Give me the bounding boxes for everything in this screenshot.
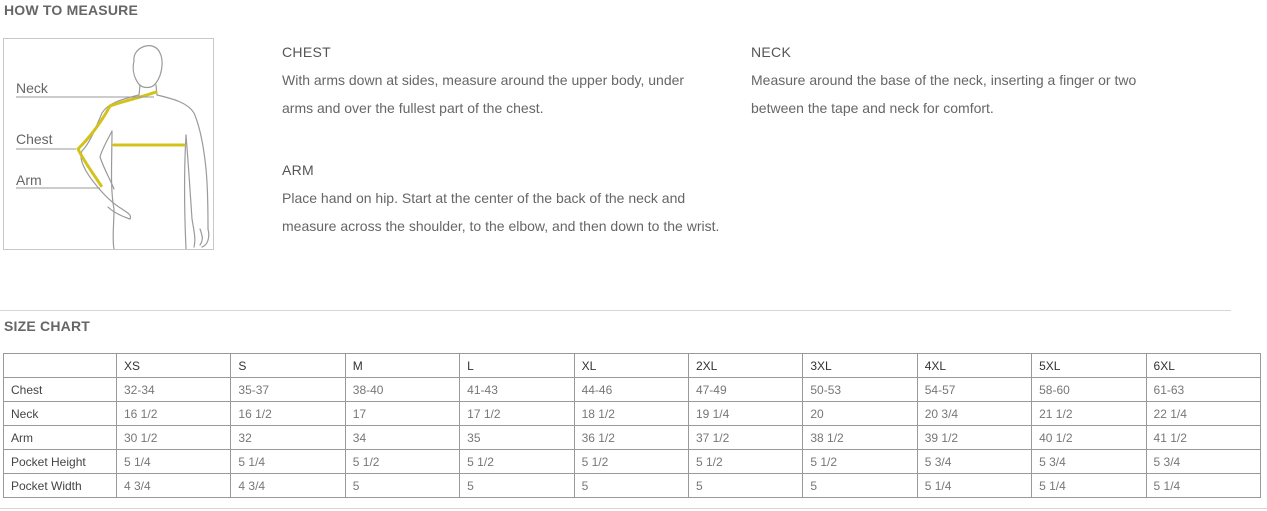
table-cell: 5 1/2 — [688, 450, 802, 474]
measurement-figure — [3, 38, 214, 250]
table-cell: 61-63 — [1146, 378, 1260, 402]
table-row — [4, 474, 1261, 498]
size-column-header: 4XL — [917, 354, 1031, 378]
table-cell: 16 1/2 — [117, 402, 231, 426]
table-cell: 5 — [574, 474, 688, 498]
table-cell: 4 3/4 — [117, 474, 231, 498]
neck-description: Measure around the base of the neck, inserting a finger or two between the tape and neck for comfort. — [751, 72, 1137, 116]
table-cell: 5 1/4 — [1032, 474, 1146, 498]
size-column-header: L — [460, 354, 574, 378]
size-chart-heading: SIZE CHART — [4, 318, 90, 334]
table-row — [4, 426, 1261, 450]
size-header-row — [4, 354, 1261, 378]
size-column-header: 2XL — [688, 354, 802, 378]
size-column-header: XL — [574, 354, 688, 378]
table-cell: 20 — [803, 402, 917, 426]
size-column-header: 3XL — [803, 354, 917, 378]
table-cell: 44-46 — [574, 378, 688, 402]
table-cell: 39 1/2 — [917, 426, 1031, 450]
table-cell: 17 1/2 — [460, 402, 574, 426]
table-cell: 5 3/4 — [917, 450, 1031, 474]
row-label: Pocket Width — [4, 474, 117, 498]
figure-label-arm: Arm — [16, 172, 42, 188]
table-cell: 5 1/4 — [117, 450, 231, 474]
size-column-header: 5XL — [1032, 354, 1146, 378]
table-cell: 5 1/4 — [917, 474, 1031, 498]
table-cell: 5 1/2 — [803, 450, 917, 474]
table-row — [4, 378, 1261, 402]
table-cell: 5 3/4 — [1146, 450, 1260, 474]
table-cell: 5 3/4 — [1032, 450, 1146, 474]
table-cell: 5 1/2 — [345, 450, 459, 474]
size-column-header: S — [231, 354, 345, 378]
table-cell: 5 1/2 — [574, 450, 688, 474]
arm-title: ARM — [282, 162, 315, 178]
table-cell: 22 1/4 — [1146, 402, 1260, 426]
size-chart-table — [3, 353, 1261, 498]
table-cell: 41-43 — [460, 378, 574, 402]
table-cell: 4 3/4 — [231, 474, 345, 498]
table-cell: 41 1/2 — [1146, 426, 1260, 450]
neck-title: NECK — [751, 44, 792, 60]
table-row — [4, 402, 1261, 426]
table-cell: 32-34 — [117, 378, 231, 402]
table-cell: 21 1/2 — [1032, 402, 1146, 426]
row-label: Chest — [4, 378, 117, 402]
bottom-divider — [0, 508, 1267, 509]
chest-description: With arms down at sides, measure around the upper body, under arms and over the fullest part of the chest. — [282, 72, 685, 116]
table-cell: 50-53 — [803, 378, 917, 402]
row-label: Arm — [4, 426, 117, 450]
corner-cell — [4, 354, 117, 378]
table-cell: 32 — [231, 426, 345, 450]
table-cell: 5 — [803, 474, 917, 498]
table-cell: 5 1/4 — [231, 450, 345, 474]
table-cell: 58-60 — [1032, 378, 1146, 402]
table-cell: 5 1/4 — [1146, 474, 1260, 498]
table-cell: 19 1/4 — [688, 402, 802, 426]
size-column-header: XS — [117, 354, 231, 378]
table-row — [4, 450, 1261, 474]
section-divider — [0, 310, 1231, 311]
table-cell: 5 — [460, 474, 574, 498]
arm-description: Place hand on hip. Start at the center of the back of the neck and measure across the shoulder, to the elbow, and then down to the wrist. — [282, 190, 720, 234]
size-column-header: 6XL — [1146, 354, 1260, 378]
table-cell: 5 — [345, 474, 459, 498]
table-cell: 38 1/2 — [803, 426, 917, 450]
table-cell: 35 — [460, 426, 574, 450]
table-cell: 17 — [345, 402, 459, 426]
table-cell: 5 1/2 — [460, 450, 574, 474]
table-cell: 18 1/2 — [574, 402, 688, 426]
table-cell: 35-37 — [231, 378, 345, 402]
table-cell: 40 1/2 — [1032, 426, 1146, 450]
size-column-header: M — [345, 354, 459, 378]
table-cell: 5 — [688, 474, 802, 498]
table-cell: 20 3/4 — [917, 402, 1031, 426]
table-cell: 47-49 — [688, 378, 802, 402]
how-to-measure-heading: HOW TO MEASURE — [4, 2, 138, 18]
table-cell: 30 1/2 — [117, 426, 231, 450]
table-cell: 34 — [345, 426, 459, 450]
table-cell: 38-40 — [345, 378, 459, 402]
table-cell: 36 1/2 — [574, 426, 688, 450]
figure-label-chest: Chest — [16, 131, 53, 147]
figure-label-neck: Neck — [16, 80, 48, 96]
chest-title: CHEST — [282, 44, 331, 60]
row-label: Neck — [4, 402, 117, 426]
row-label: Pocket Height — [4, 450, 117, 474]
table-cell: 16 1/2 — [231, 402, 345, 426]
table-cell: 54-57 — [917, 378, 1031, 402]
table-cell: 37 1/2 — [688, 426, 802, 450]
